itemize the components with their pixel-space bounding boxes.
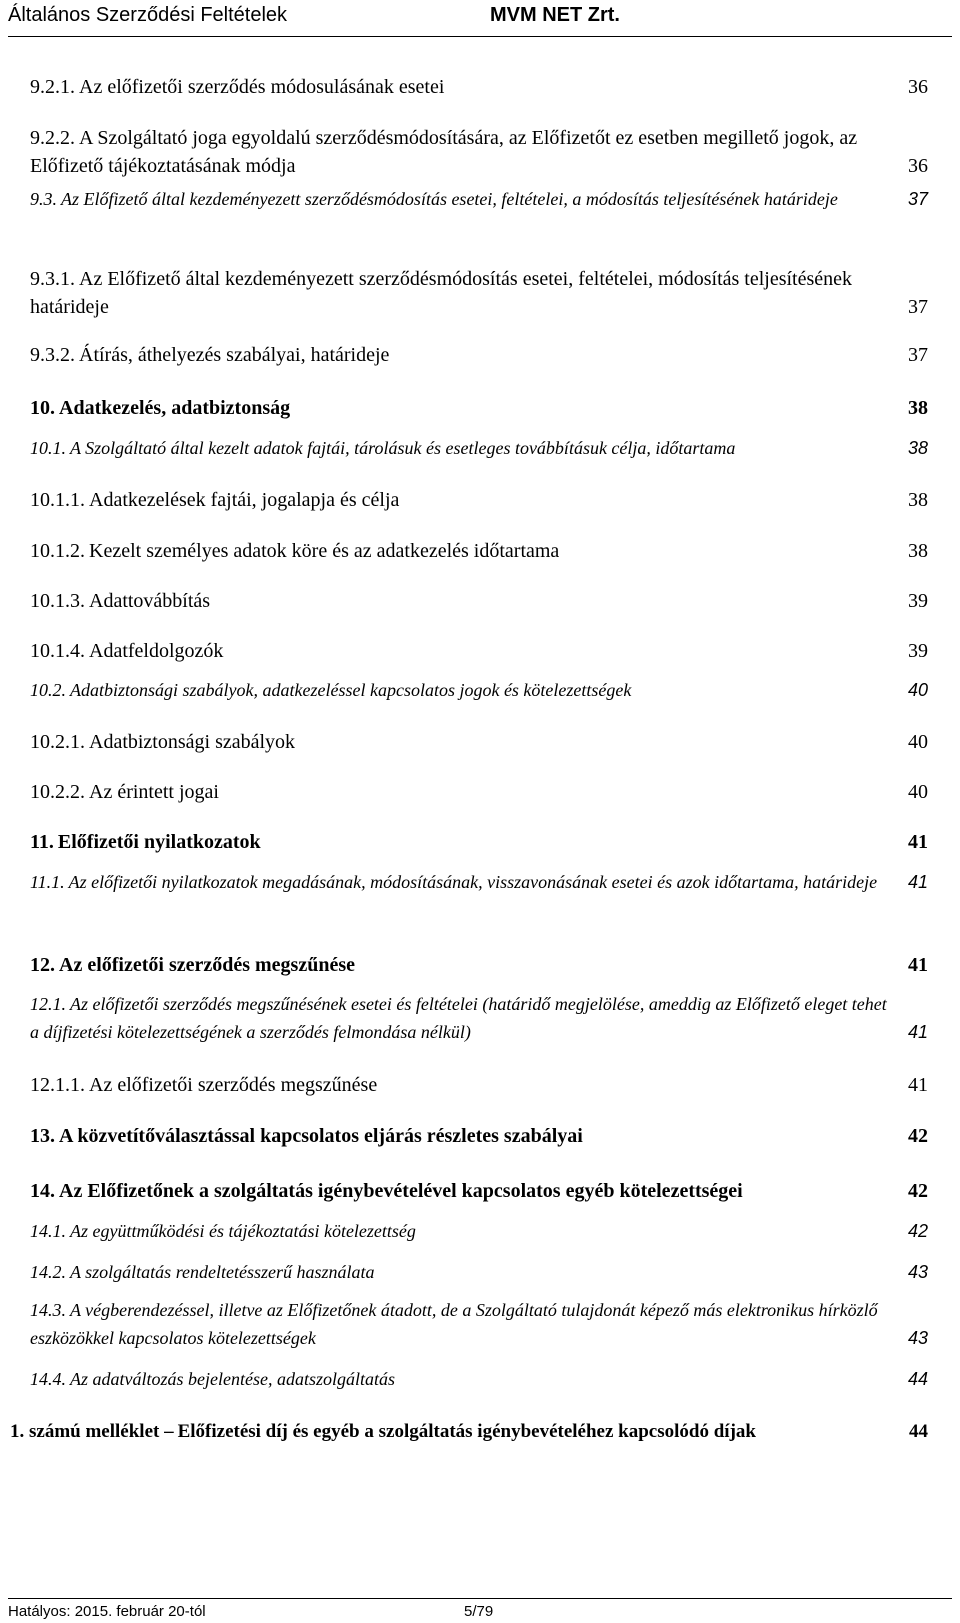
- toc-entry[interactable]: [30, 265, 928, 321]
- toc-entry[interactable]: [30, 73, 928, 101]
- toc-title: A Szolgáltató által kezelt adatok fajtái, tárolásuk és esetleges továbbításuk célja, időtartama: [70, 438, 736, 458]
- toc-entry[interactable]: [30, 587, 928, 615]
- toc-page-number: 38: [908, 397, 928, 419]
- toc-number: 9.2.1.: [30, 76, 75, 98]
- toc-page-number: 38: [907, 438, 928, 458]
- toc-entry[interactable]: [30, 868, 928, 896]
- toc-number: 10.1.1.: [30, 489, 85, 511]
- toc-number: 11.: [30, 831, 54, 853]
- toc-entry[interactable]: [30, 778, 928, 806]
- toc-page-number: 43: [907, 1262, 928, 1282]
- toc-number: 14.: [30, 1180, 55, 1202]
- toc-title: A Szolgáltató joga egyoldalú szerződésmódosítására, az Előfizetőt ez esetben megillető jogok, az Előfizető tájékoztatásának módja: [30, 127, 858, 177]
- toc-entry[interactable]: [30, 537, 928, 565]
- toc-title: Az együttműködési és tájékoztatási kötelezettség: [70, 1221, 416, 1241]
- toc-entry[interactable]: [30, 990, 928, 1046]
- toc-page-number: 41: [908, 1074, 928, 1096]
- toc-title: Az előfizetői szerződés megszűnésének esetei és feltételei (határidő megjelölése, ameddig az Előfizető eleget tehet a díjfizetési kötelezettségének a szerződés felmondása nélkül): [30, 994, 887, 1042]
- toc-page-number: 36: [908, 155, 928, 177]
- toc-entry[interactable]: [30, 1177, 928, 1205]
- toc-entry[interactable]: [30, 1217, 928, 1245]
- page-header: [8, 0, 952, 37]
- toc-page-number: 44: [907, 1369, 928, 1389]
- toc-entry[interactable]: [30, 1296, 928, 1352]
- toc-title: Az előfizetői szerződés módosulásának esetei: [79, 76, 445, 98]
- toc-page-number: 37: [908, 344, 928, 366]
- toc-number: 9.3.2.: [30, 344, 75, 366]
- toc-title: A szolgáltatás rendeltetésszerű használata: [70, 1262, 375, 1282]
- toc-number: 14.1.: [30, 1221, 66, 1241]
- toc-number: 10.1.: [30, 438, 66, 458]
- effective-date: Hatályos: 2015. február 20-tól: [8, 1603, 206, 1620]
- toc-title: Előfizetői nyilatkozatok: [57, 831, 261, 853]
- toc-page-number: 41: [908, 954, 928, 976]
- toc-entry[interactable]: [30, 434, 928, 462]
- toc-number: 11.1.: [30, 872, 65, 892]
- toc-title: Az Előfizetőnek a szolgáltatás igénybevételével kapcsolatos egyéb kötelezettségei: [59, 1180, 743, 1202]
- toc-title: Adatkezelések fajtái, jogalapja és célja: [89, 489, 400, 511]
- toc-page-number: 38: [908, 540, 928, 562]
- toc-title: Az Előfizető által kezdeményezett szerződésmódosítás esetei, feltételei, módosítás teljesítésének határideje: [30, 268, 853, 318]
- toc-entry[interactable]: [30, 951, 928, 979]
- toc-page-number: 40: [908, 781, 928, 803]
- toc-number: 1. számú melléklet –: [10, 1421, 174, 1442]
- toc-entry[interactable]: [30, 1122, 928, 1150]
- toc-title: Az Előfizető által kezdeményezett szerződésmódosítás esetei, feltételei, a módosítás teljesítésének határideje: [61, 189, 838, 209]
- toc-entry[interactable]: [30, 637, 928, 665]
- toc-entry[interactable]: [30, 1365, 928, 1393]
- toc-number: 9.3.: [30, 189, 57, 209]
- toc-title: Az előfizetői szerződés megszűnése: [89, 1074, 378, 1096]
- toc-entry[interactable]: [30, 486, 928, 514]
- toc-entry[interactable]: [30, 1071, 928, 1099]
- toc-number: 10.1.2.: [30, 540, 85, 562]
- toc-page-number: 38: [908, 489, 928, 511]
- company-name: MVM NET Zrt.: [490, 4, 620, 26]
- toc-page-number: 42: [908, 1180, 928, 1202]
- toc-page-number: 43: [907, 1328, 928, 1348]
- toc-title: Az érintett jogai: [89, 781, 219, 803]
- toc-title: A végberendezéssel, illetve az Előfizetőnek átadott, de a Szolgáltató tulajdonát képező más elektronikus hírközlő eszközökkel kapcsolatos kötelezettségek: [30, 1300, 878, 1348]
- toc-number: 14.2.: [30, 1262, 66, 1282]
- toc-entry[interactable]: [30, 124, 928, 180]
- toc-number: 10.1.4.: [30, 640, 85, 662]
- toc-title: Adatkezelés, adatbiztonság: [59, 397, 291, 419]
- toc-page-number: 40: [908, 731, 928, 753]
- toc-number: 10.2.1.: [30, 731, 85, 753]
- toc-page-number: 44: [909, 1421, 928, 1442]
- toc-title: Előfizetési díj és egyéb a szolgáltatás igénybevételéhez kapcsolódó díjak: [177, 1421, 756, 1442]
- toc-page-number: 41: [907, 1022, 928, 1042]
- toc-page-number: 37: [907, 189, 928, 209]
- toc-page-number: 37: [908, 296, 928, 318]
- toc-number: 10.1.3.: [30, 590, 85, 612]
- toc-entry[interactable]: [30, 728, 928, 756]
- toc-title: A közvetítőválasztással kapcsolatos eljárás részletes szabályai: [59, 1125, 583, 1147]
- document-title: Általános Szerződési Feltételek: [8, 4, 288, 26]
- toc-title: Kezelt személyes adatok köre és az adatkezelés időtartama: [89, 540, 560, 562]
- toc-entry[interactable]: [30, 828, 928, 856]
- toc-number: 13.: [30, 1125, 55, 1147]
- toc-number: 9.3.1.: [30, 268, 75, 290]
- toc-entry[interactable]: [30, 1258, 928, 1286]
- toc-number: 10.2.2.: [30, 781, 85, 803]
- toc-title: Adatbiztonsági szabályok: [89, 731, 296, 753]
- toc-title: Az adatváltozás bejelentése, adatszolgáltatás: [70, 1369, 395, 1389]
- toc-number: 9.2.2.: [30, 127, 75, 149]
- toc-page-number: 41: [907, 872, 928, 892]
- toc-entry[interactable]: [30, 185, 928, 213]
- toc-number: 12.1.1.: [30, 1074, 85, 1096]
- toc-entry[interactable]: [30, 394, 928, 422]
- toc-entry[interactable]: [30, 676, 928, 704]
- toc-number: 14.4.: [30, 1369, 66, 1389]
- toc-title: Adatfeldolgozók: [89, 640, 224, 662]
- toc-title: Adatbiztonsági szabályok, adatkezeléssel kapcsolatos jogok és kötelezettségek: [70, 680, 632, 700]
- page-footer: [8, 1598, 952, 1623]
- toc-entry[interactable]: [10, 1418, 928, 1446]
- toc-title: Adattovábbítás: [89, 590, 211, 612]
- toc-number: 10.2.: [30, 680, 66, 700]
- toc-number: 12.1.: [30, 994, 66, 1014]
- toc-page-number: 42: [907, 1221, 928, 1241]
- toc-page-number: 39: [908, 640, 928, 662]
- toc-page-number: 42: [908, 1125, 928, 1147]
- toc-number: 10.: [30, 397, 55, 419]
- toc-page-number: 39: [908, 590, 928, 612]
- toc-number: 12.: [30, 954, 55, 976]
- toc-entry[interactable]: [30, 341, 928, 369]
- toc-title: Átírás, áthelyezés szabályai, határideje: [79, 344, 390, 366]
- toc-page-number: 41: [908, 831, 928, 853]
- toc-title: Az előfizetői nyilatkozatok megadásának, módosításának, visszavonásának esetei és azok időtartama, határideje: [68, 872, 878, 892]
- toc-page-number: 40: [907, 680, 928, 700]
- toc-page-number: 36: [908, 76, 928, 98]
- toc-title: Az előfizetői szerződés megszűnése: [59, 954, 355, 976]
- page-counter: 5/79: [464, 1603, 494, 1620]
- toc-number: 14.3.: [30, 1300, 66, 1320]
